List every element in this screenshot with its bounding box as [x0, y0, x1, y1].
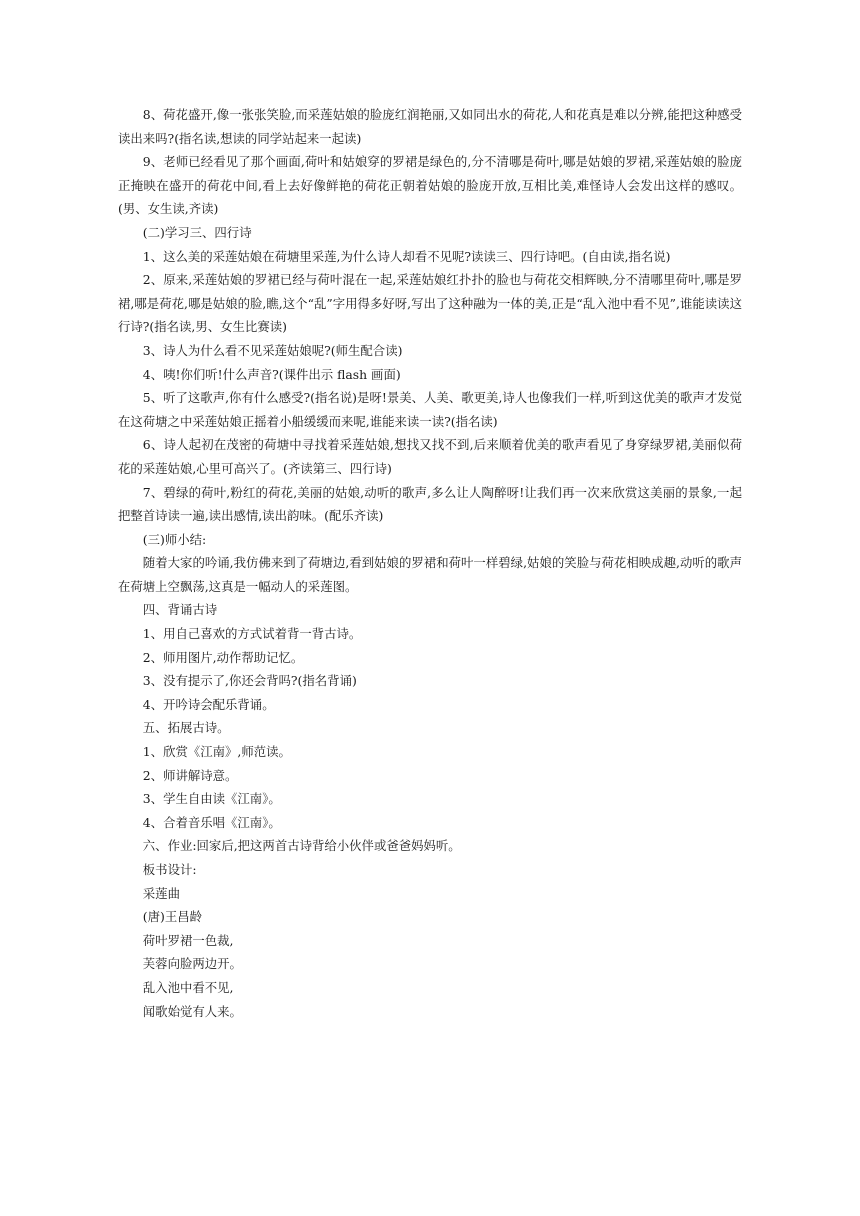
paragraph: 乱入池中看不见,: [142, 979, 234, 995]
paragraph: 1、这么美的采莲姑娘在荷塘里采莲,为什么诗人却看不见呢?读读三、四行诗吧。(自由读,指名说): [142, 248, 671, 264]
document-body: [118, 103, 742, 1023]
paragraph: 3、没有提示了,你还会背吗?(指名背诵): [142, 673, 357, 689]
paragraph: 3、诗人为什么看不见采莲姑娘呢?(师生配合读): [142, 342, 403, 358]
paragraph: 六、作业:回家后,把这两首古诗背给小伙伴或爸爸妈妈听。: [142, 838, 461, 854]
paragraph: 1、欣赏《江南》,师范读。: [142, 744, 291, 760]
paragraph: 6、诗人起初在茂密的荷塘中寻找着采莲姑娘,想找又找不到,后来顺着优美的歌声看见了身穿绿罗裙,美丽似荷花的采莲姑娘,心里可高兴了。(齐读第三、四行诗): [118, 437, 742, 476]
paragraph: 5、听了这歌声,你有什么感受?(指名说)是呀!景美、人美、歌更美,诗人也像我们一样,听到这优美的歌声才发觉在这荷塘之中采莲姑娘正摇着小船缓缓而来呢,谁能来读一读?(指名读): [118, 390, 742, 429]
paragraph: 随着大家的吟诵,我仿佛来到了荷塘边,看到姑娘的罗裙和荷叶一样碧绿,姑娘的笑脸与荷花相映成趣,动听的歌声在荷塘上空飘荡,这真是一幅动人的采莲图。: [118, 555, 742, 594]
paragraph: 芙蓉向脸两边开。: [142, 956, 242, 972]
paragraph: (唐)王昌龄: [142, 909, 203, 925]
paragraph: 2、原来,采莲姑娘的罗裙已经与荷叶混在一起,采莲姑娘红扑扑的脸也与荷花交相辉映,分不清哪里荷叶,哪是罗裙,哪是荷花,哪是姑娘的脸,瞧,这个“乱”字用得多好呀,写出了这种融为一体的美,正是“乱入池中看不见”,谁能读读这行诗?(指名读,男、女生比赛读): [118, 272, 742, 335]
paragraph: 9、老师已经看见了那个画面,荷叶和姑娘穿的罗裙是绿色的,分不清哪是荷叶,哪是姑娘的罗裙,采莲姑娘的脸庞正掩映在盛开的荷花中间,看上去好像鲜艳的荷花正朝着姑娘的脸庞开放,互相比美,难怪诗人会发出这样的感叹。(男、女生读,齐读): [118, 154, 742, 217]
paragraph: 2、师讲解诗意。: [142, 767, 238, 783]
paragraph: (二)学习三、四行诗: [142, 224, 252, 240]
paragraph: 采莲曲: [142, 885, 180, 901]
paragraph: 闻歌始觉有人来。: [142, 1003, 242, 1019]
paragraph: 五、拓展古诗。: [142, 720, 230, 736]
paragraph: 7、碧绿的荷叶,粉红的荷花,美丽的姑娘,动听的歌声,多么让人陶醉呀!让我们再一次来欣赏这美丽的景象,一起把整首诗读一遍,读出感情,读出韵味。(配乐齐读): [118, 484, 742, 524]
paragraph: 8、荷花盛开,像一张张笑脸,而采莲姑娘的脸庞红润艳丽,又如同出水的荷花,人和花真是难以分辨,能把这种感受读出来吗?(指名读,想读的同学站起来一起读): [118, 107, 742, 146]
paragraph: 2、师用图片,动作帮助记忆。: [142, 649, 304, 665]
paragraph: (三)师小结:: [142, 531, 207, 547]
paragraph: 3、学生自由读《江南》。: [142, 791, 281, 807]
paragraph: 荷叶罗裙一色裁,: [142, 932, 234, 948]
paragraph: 4、开吟诗会配乐背诵。: [142, 696, 275, 712]
paragraph: 板书设计:: [142, 862, 197, 877]
paragraph: 1、用自己喜欢的方式试着背一背古诗。: [142, 626, 362, 642]
paragraph: 4、咦!你们听!什么声音?(课件出示 flash 画面): [142, 366, 401, 382]
paragraph: 四、背诵古诗: [142, 602, 218, 618]
paragraph: 4、合着音乐唱《江南》。: [142, 814, 281, 830]
